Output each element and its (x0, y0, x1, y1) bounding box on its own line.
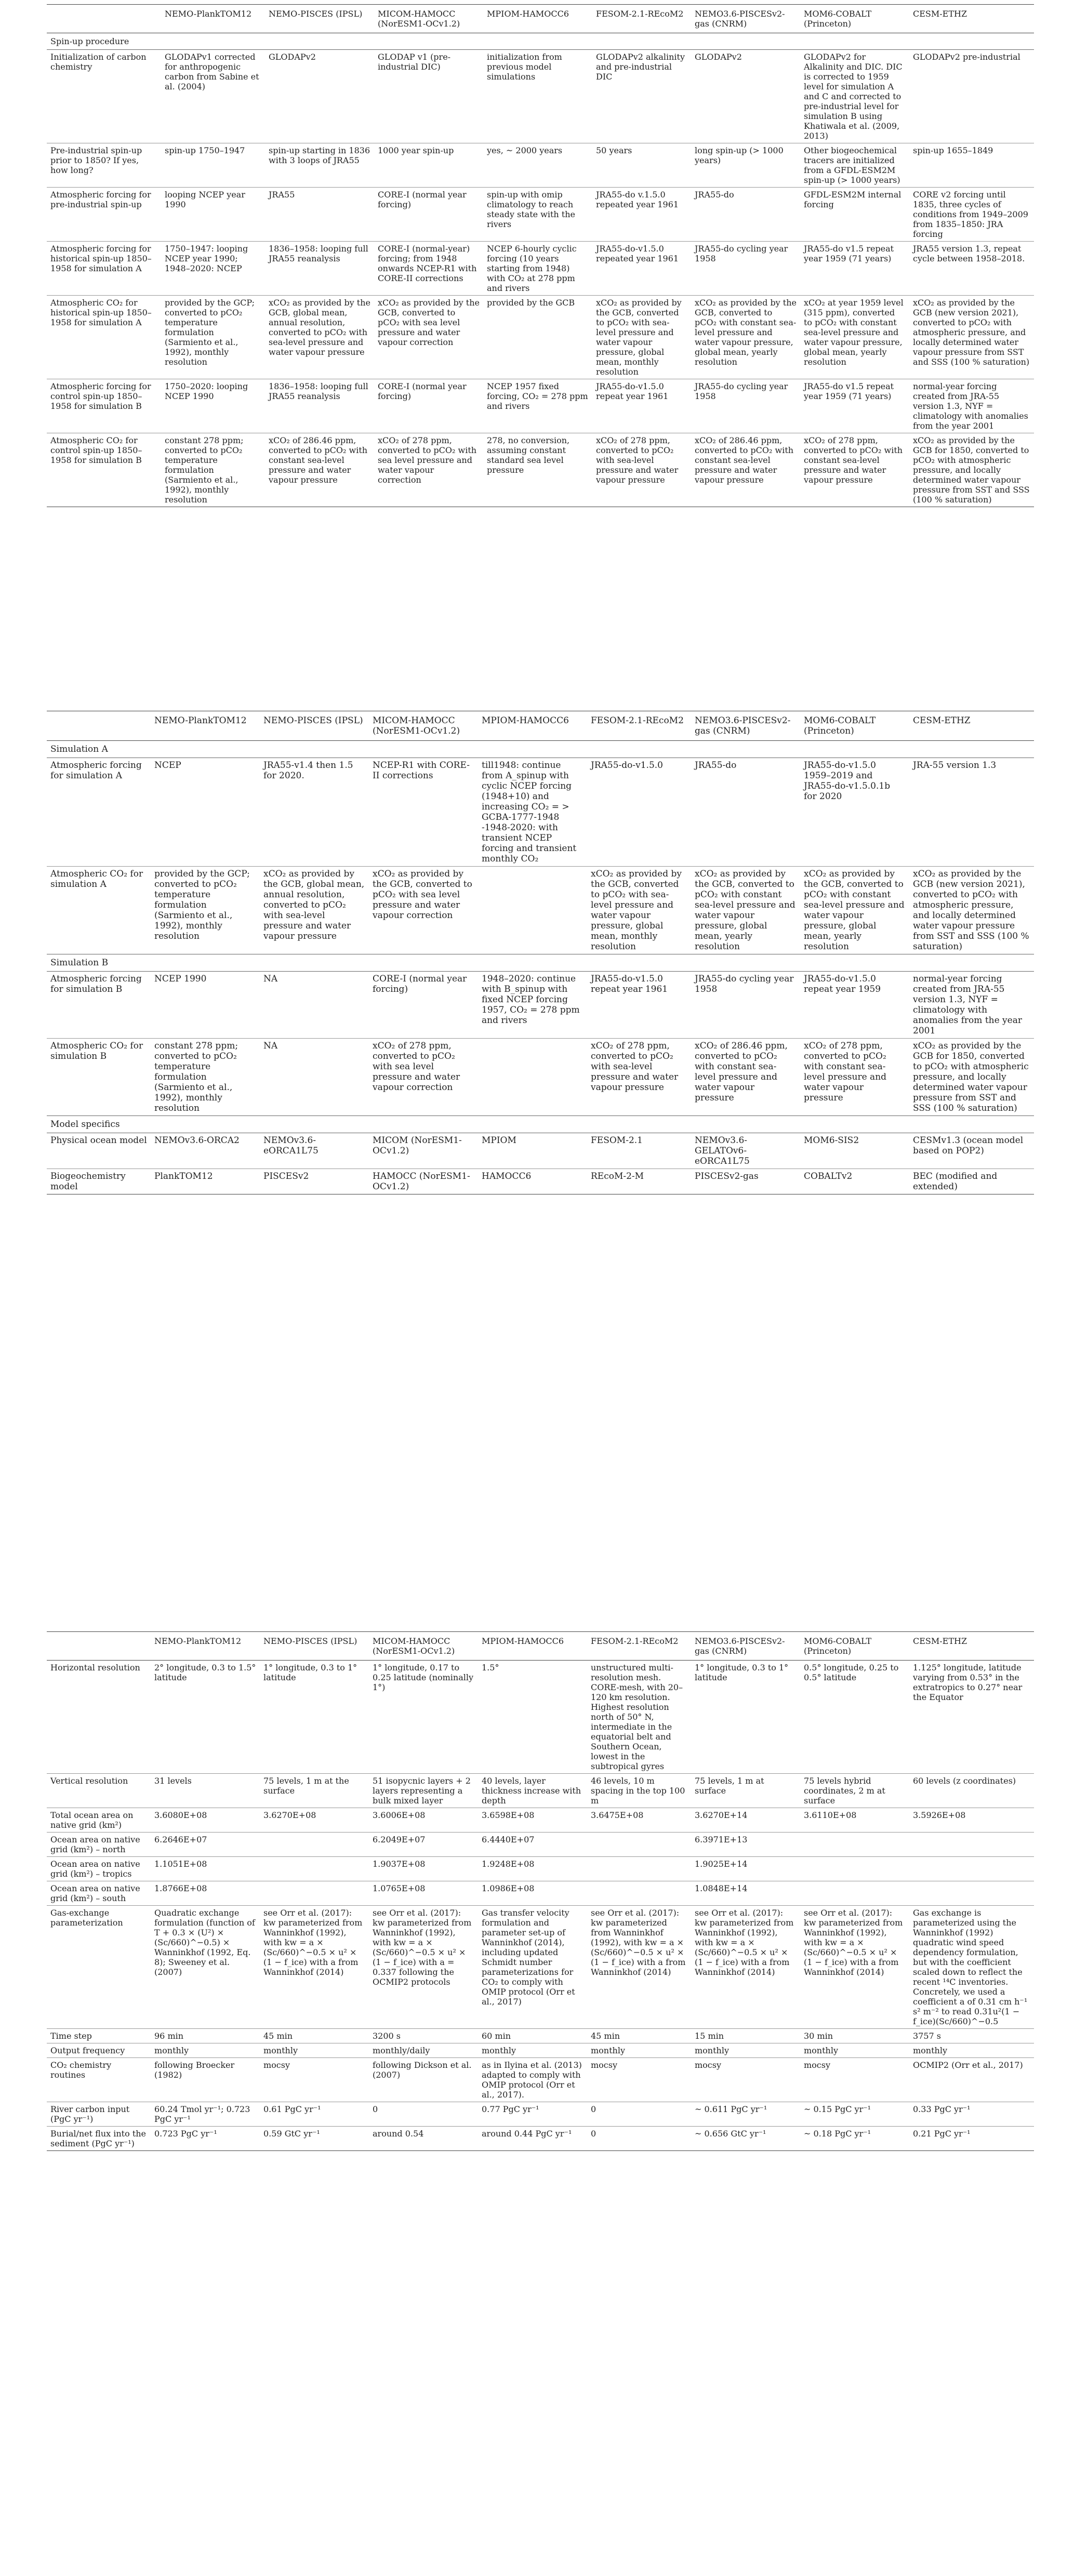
table-cell: xCO₂ as provided by the GCB, global mean, annual resolution, converted to pCO₂ with sea-level pressure and water vapour pressure (260, 867, 369, 954)
row-label: Gas-exchange parameterization (47, 1906, 151, 2029)
table-cell: MOM6-SIS2 (800, 1133, 909, 1169)
table-cell: NA (260, 1039, 369, 1116)
table-cell: JRA55-do cycling year 1958 (691, 379, 800, 433)
table-cell: xCO₂ as provided by the GCB for 1850, converted to pCO₂ with atmospheric pressure, and locally determined water vapour pressure from SST and SSS (100 % saturation) (909, 1039, 1034, 1116)
table-cell: 1.9037E+08 (369, 1857, 478, 1881)
table-row (47, 242, 1034, 296)
table-cell: monthly (587, 2043, 691, 2058)
header-model-4: FESOM-2.1-REcoM2 (587, 711, 691, 741)
header-model-2: MICOM-HAMOCC (NorESM1-OCv1.2) (369, 711, 478, 741)
table-cell: 3.6475E+08 (587, 1808, 691, 1833)
table-part-spinup (47, 4, 1034, 507)
table-cell: 1836–1958: looping full JRA55 reanalysis (265, 379, 374, 433)
row-label: Atmospheric CO₂ for simulation B (47, 1039, 151, 1116)
table-row (47, 1881, 1034, 1906)
table-cell: xCO₂ as provided by the GCB, converted to pCO₂ with constant sea-level pressure and water vapour pressure, global mean, yearly resolution (691, 867, 800, 954)
table-cell: provided by the GCP; converted to pCO₂ temperature formulation (Sarmiento et al., 1992), monthly resolution (151, 867, 260, 954)
table-cell (478, 1039, 587, 1116)
table-cell: 1° longitude, 0.3 to 1° latitude (691, 1661, 800, 1774)
table-cell: ~ 0.18 PgC yr⁻¹ (800, 2127, 909, 2151)
table-cell: xCO₂ of 278 ppm, converted to pCO₂ with sea level pressure and water vapour correction (374, 433, 483, 507)
table-cell: as in Ilyina et al. (2013) adapted to comply with OMIP protocol (Orr et al., 2017). (478, 2058, 587, 2102)
table-cell (909, 1857, 1034, 1881)
table-cell: monthly (800, 2043, 909, 2058)
row-label: Physical ocean model (47, 1133, 151, 1169)
table-cell: xCO₂ of 278 ppm, converted to pCO₂ with constant sea-level pressure and water vapour pressure (800, 433, 909, 507)
table-cell: 1.9025E+14 (691, 1857, 800, 1881)
table-cell: REcoM-2-M (587, 1169, 691, 1194)
row-label: Pre-industrial spin-up prior to 1850? If yes, how long? (47, 143, 161, 188)
row-label: Atmospheric CO₂ for simulation A (47, 867, 151, 954)
table-cell: monthly (691, 2043, 800, 2058)
table-part-simulations (47, 711, 1034, 1194)
table-cell: 3.5926E+08 (909, 1808, 1034, 1833)
table-row (47, 50, 1034, 143)
table-part-specifics (47, 1631, 1034, 2151)
table-cell: xCO₂ of 286.46 ppm, converted to pCO₂ with constant sea-level pressure and water vapour pressure (691, 433, 800, 507)
row-label: Atmospheric forcing for simulation A (47, 758, 151, 867)
table-cell: JRA55 version 1.3, repeat cycle between 1958–2018. (909, 242, 1034, 296)
table-row (47, 296, 1034, 379)
table-cell: 2° longitude, 0.3 to 1.5° latitude (151, 1661, 260, 1774)
table-cell: 60 min (478, 2029, 587, 2043)
header-model-0: NEMO-PlankTOM12 (151, 1632, 260, 1661)
table-cell: see Orr et al. (2017): kw parameterized from Wanninkhof (1992), with kw = a × (Sc/660)^−0.5 × u² × (1 − f_ice) with a from Wanninkhof (2014) (260, 1906, 369, 2029)
header-blank (47, 5, 161, 33)
table-cell: GFDL-ESM2M internal forcing (800, 188, 909, 242)
table-cell: 40 levels, layer thickness increase with depth (478, 1774, 587, 1808)
table-cell: JRA55-do-v1.5.0 repeat year 1959 (800, 972, 909, 1039)
table-row (47, 433, 1034, 507)
header-model-7: CESM-ETHZ (909, 5, 1034, 33)
data-table-simulations (47, 711, 1034, 1194)
table-cell: 3.6006E+08 (369, 1808, 478, 1833)
table-cell: PlankTOM12 (151, 1169, 260, 1194)
table-cell: see Orr et al. (2017): kw parameterized from Wanninkhof (1992), with kw = a × (Sc/660)^−0.5 × u² × (1 − f_ice) with a from Wanninkhof (2014) (691, 1906, 800, 2029)
table-cell: NCEP 1957 fixed forcing, CO₂ = 278 ppm and rivers (483, 379, 592, 433)
section-title: Simulation A (47, 741, 1034, 758)
table-cell: spin-up with omip climatology to reach steady state with the rivers (483, 188, 592, 242)
table-cell: PISCESv2-gas (691, 1169, 800, 1194)
header-model-3: MPIOM-HAMOCC6 (483, 5, 592, 33)
table-cell: 96 min (151, 2029, 260, 2043)
table-cell: CORE-I (normal-year) forcing; from 1948 onwards NCEP-R1 with CORE-II corrections (374, 242, 483, 296)
table-cell: GLODAPv2 alkalinity and pre-industrial DIC (592, 50, 691, 143)
table-cell: xCO₂ at year 1959 level (315 ppm), converted to pCO₂ with constant sea-level pressure and water vapour pressure, global mean, yearly resolution (800, 296, 909, 379)
table-cell (909, 1881, 1034, 1906)
table-cell: following Dickson et al. (2007) (369, 2058, 478, 2102)
table-cell: 1.1051E+08 (151, 1857, 260, 1881)
table-cell: JRA55 (265, 188, 374, 242)
table-cell: MICOM (NorESM1-OCv1.2) (369, 1133, 478, 1169)
table-cell: xCO₂ as provided by the GCB, converted to pCO₂ with sea level pressure and water vapour correction (369, 867, 478, 954)
table-cell: GLODAPv2 (265, 50, 374, 143)
table-cell: see Orr et al. (2017): kw parameterized from Wanninkhof (1992), with kw = a × (Sc/660)^−0.5 × u² × (1 − f_ice) with a = 0.337 following the OCMIP2 protocols (369, 1906, 478, 2029)
header-row (47, 5, 1034, 33)
data-table-spinup (47, 4, 1034, 507)
table-row (47, 2127, 1034, 2151)
table-cell: Quadratic exchange formulation (function of T + 0.3 × (U²) × (Sc/660)^−0.5) × Wanninkhof (1992, Eq. 8); Sweeney et al. (2007) (151, 1906, 260, 2029)
table-cell: 45 min (587, 2029, 691, 2043)
table-cell: Gas exchange is parameterized using the Wanninkhof (1992) quadratic wind speed dependency formulation, but with the coefficient scaled down to reflect the recent ¹⁴C inventories. Concretely, we used a coefficient a of 0.31 cm h⁻¹ s² m⁻² to read 0.31u²(1 − f_ice)(Sc/660)^−0.5 (909, 1906, 1034, 2029)
table-cell: CORE-I (normal year forcing) (374, 379, 483, 433)
table-cell: 1.5° (478, 1661, 587, 1774)
header-model-3: MPIOM-HAMOCC6 (478, 711, 587, 741)
section-row (47, 954, 1034, 972)
table-cell: 0.61 PgC yr⁻¹ (260, 2102, 369, 2127)
row-label: Vertical resolution (47, 1774, 151, 1808)
table-row (47, 1857, 1034, 1881)
table-cell: monthly (478, 2043, 587, 2058)
table-cell: 3200 s (369, 2029, 478, 2043)
table-cell: provided by the GCB (483, 296, 592, 379)
section-row (47, 1116, 1034, 1133)
header-model-1: NEMO-PISCES (IPSL) (265, 5, 374, 33)
table-cell: 1.8766E+08 (151, 1881, 260, 1906)
table-row (47, 1808, 1034, 1833)
table-row (47, 143, 1034, 188)
table-cell: mocsy (691, 2058, 800, 2102)
header-blank (47, 711, 151, 741)
table-cell: 1° longitude, 0.17 to 0.25 latitude (nominally 1°) (369, 1661, 478, 1774)
header-model-4: FESOM-2.1-REcoM2 (587, 1632, 691, 1661)
table-cell: monthly (260, 2043, 369, 2058)
row-label: Atmospheric forcing for simulation B (47, 972, 151, 1039)
table-row (47, 1906, 1034, 2029)
table-cell: NCEP 6-hourly cyclic forcing (10 years starting from 1948) with CO₂ at 278 ppm and rivers (483, 242, 592, 296)
table-cell: JRA55-do-v1.5.0 repeat year 1961 (592, 379, 691, 433)
table-cell: 60 levels (z coordinates) (909, 1774, 1034, 1808)
table-cell: HAMOCC6 (478, 1169, 587, 1194)
table-cell: 30 min (800, 2029, 909, 2043)
table-cell: OCMIP2 (Orr et al., 2017) (909, 2058, 1034, 2102)
row-label: Burial/net flux into the sediment (PgC yr⁻¹) (47, 2127, 151, 2151)
table-cell: 75 levels hybrid coordinates, 2 m at surface (800, 1774, 909, 1808)
table-cell: 51 isopycnic layers + 2 layers representing a bulk mixed layer (369, 1774, 478, 1808)
table-cell: CESMv1.3 (ocean model based on POP2) (909, 1133, 1034, 1169)
section-title: Simulation B (47, 954, 1034, 972)
table-cell: 3.6598E+08 (478, 1808, 587, 1833)
table-row (47, 2058, 1034, 2102)
table-cell: 0 (587, 2102, 691, 2127)
header-model-5: NEMO3.6-PISCESv2-gas (CNRM) (691, 1632, 800, 1661)
table-cell: 46 levels, 10 m spacing in the top 100 m (587, 1774, 691, 1808)
table-cell: NCEP (151, 758, 260, 867)
table-cell: HAMOCC (NorESM1-OCv1.2) (369, 1169, 478, 1194)
header-model-1: NEMO-PISCES (IPSL) (260, 1632, 369, 1661)
table-cell: ~ 0.611 PgC yr⁻¹ (691, 2102, 800, 2127)
table-cell: till1948: continue from A_spinup with cyclic NCEP forcing (1948+10) and increasing CO₂ = > GCBA-1777-1948 -1948-2020: with transient NCEP forcing and transient monthly CO₂ (478, 758, 587, 867)
table-cell: NCEP-R1 with CORE-II corrections (369, 758, 478, 867)
table-cell: 3757 s (909, 2029, 1034, 2043)
table-cell: 75 levels, 1 m at surface (691, 1774, 800, 1808)
table-cell: ~ 0.15 PgC yr⁻¹ (800, 2102, 909, 2127)
header-model-3: MPIOM-HAMOCC6 (478, 1632, 587, 1661)
table-row (47, 972, 1034, 1039)
table-cell: monthly/daily (369, 2043, 478, 2058)
table-cell: spin-up 1750–1947 (161, 143, 265, 188)
table-cell: 3.6080E+08 (151, 1808, 260, 1833)
table-cell: JRA55-v1.4 then 1.5 for 2020. (260, 758, 369, 867)
table-cell: GLODAPv1 corrected for anthropogenic carbon from Sabine et al. (2004) (161, 50, 265, 143)
row-label: Horizontal resolution (47, 1661, 151, 1774)
table-cell: JRA55-do (691, 758, 800, 867)
table-cell: JRA55-do-v1.5.0 1959–2019 and JRA55-do-v1.5.0.1b for 2020 (800, 758, 909, 867)
row-label: Ocean area on native grid (km²) – north (47, 1833, 151, 1857)
header-model-1: NEMO-PISCES (IPSL) (260, 711, 369, 741)
row-label: Output frequency (47, 2043, 151, 2058)
table-cell: 1.9248E+08 (478, 1857, 587, 1881)
table-cell: around 0.54 (369, 2127, 478, 2151)
table-cell: JRA55-do-v1.5.0 repeat year 1961 (587, 972, 691, 1039)
header-model-4: FESOM-2.1-REcoM2 (592, 5, 691, 33)
table-cell: Gas transfer velocity formulation and parameter set-up of Wanninkhof (2014), including updated Schmidt number parameterizations for CO₂ to comply with OMIP protocol (Orr et al., 2017) (478, 1906, 587, 2029)
table-cell: 0.21 PgC yr⁻¹ (909, 2127, 1034, 2151)
table-cell: CORE-I (normal year forcing) (369, 972, 478, 1039)
table-cell: 15 min (691, 2029, 800, 2043)
table-cell: xCO₂ as provided by the GCB, converted to pCO₂ with constant sea-level pressure and water vapour pressure, global mean, yearly resolution (800, 867, 909, 954)
row-label: Initialization of carbon chemistry (47, 50, 161, 143)
table-cell: spin-up 1655–1849 (909, 143, 1034, 188)
table-cell: constant 278 ppm; converted to pCO₂ temperature formulation (Sarmiento et al., 1992), monthly resolution (151, 1039, 260, 1116)
row-label: Atmospheric CO₂ for control spin-up 1850–1958 for simulation B (47, 433, 161, 507)
section-row (47, 33, 1034, 50)
table-cell: 75 levels, 1 m at the surface (260, 1774, 369, 1808)
table-cell: JRA55-do (691, 188, 800, 242)
header-row (47, 1632, 1034, 1661)
table-cell: 1948–2020: continue with B_spinup with fixed NCEP forcing 1957, CO₂ = 278 ppm and rivers (478, 972, 587, 1039)
table-cell: 6.2646E+07 (151, 1833, 260, 1857)
row-label: Atmospheric forcing for control spin-up 1850–1958 for simulation B (47, 379, 161, 433)
table-cell: see Orr et al. (2017): kw parameterized from Wanninkhof (1992), with kw = a × (Sc/660)^−0.5 × u² × (1 − f_ice) with a from Wanninkhof (2014) (587, 1906, 691, 2029)
row-label: Time step (47, 2029, 151, 2043)
header-model-6: MOM6-COBALT (Princeton) (800, 711, 909, 741)
table-cell: xCO₂ of 286.46 ppm, converted to pCO₂ with constant sea-level pressure and water vapour pressure (691, 1039, 800, 1116)
table-cell: 6.4440E+07 (478, 1833, 587, 1857)
table-cell: 0 (369, 2102, 478, 2127)
table-cell: 278, no conversion, assuming constant standard sea level pressure (483, 433, 592, 507)
table-cell: xCO₂ as provided by the GCB for 1850, converted to pCO₂ with atmospheric pressure, and locally determined water vapour pressure from SST and SSS (100 % saturation) (909, 433, 1034, 507)
table-cell: yes, ~ 2000 years (483, 143, 592, 188)
table-cell: 3.6110E+08 (800, 1808, 909, 1833)
row-label: Ocean area on native grid (km²) – south (47, 1881, 151, 1906)
header-model-6: MOM6-COBALT (Princeton) (800, 1632, 909, 1661)
table-row (47, 1833, 1034, 1857)
table-cell: JRA55-do cycling year 1958 (691, 972, 800, 1039)
table-cell: constant 278 ppm; converted to pCO₂ temperature formulation (Sarmiento et al., 1992), monthly resolution (161, 433, 265, 507)
header-model-0: NEMO-PlankTOM12 (151, 711, 260, 741)
table-cell: 3.6270E+14 (691, 1808, 800, 1833)
table-cell: JRA55-do-v1.5.0 repeated year 1961 (592, 242, 691, 296)
table-cell: xCO₂ of 278 ppm, converted to pCO₂ with constant sea-level pressure and water vapour pressure (800, 1039, 909, 1116)
table-cell: xCO₂ as provided by the GCB, converted to pCO₂ with sea-level pressure and water vapour pressure, global mean, monthly resolution (592, 296, 691, 379)
table-cell (909, 1833, 1034, 1857)
table-cell: xCO₂ as provided by the GCB, converted to pCO₂ with constant sea-level pressure and water vapour pressure, global mean, yearly resolution (691, 296, 800, 379)
table-cell (260, 1857, 369, 1881)
table-cell: NEMOv3.6-eORCA1L75 (260, 1133, 369, 1169)
data-table-specifics (47, 1631, 1034, 2151)
table-cell: 0.77 PgC yr⁻¹ (478, 2102, 587, 2127)
table-cell: JRA55-do v1.5 repeat year 1959 (71 years) (800, 242, 909, 296)
table-cell (478, 867, 587, 954)
header-model-2: MICOM-HAMOCC (NorESM1-OCv1.2) (374, 5, 483, 33)
row-label: Biogeochemistry model (47, 1169, 151, 1194)
table-cell: xCO₂ as provided by the GCB, converted to pCO₂ with sea-level pressure and water vapour pressure, global mean, monthly resolution (587, 867, 691, 954)
table-cell: JRA-55 version 1.3 (909, 758, 1034, 867)
table-cell: mocsy (800, 2058, 909, 2102)
table-cell: xCO₂ as provided by the GCB (new version 2021), converted to pCO₂ with atmospheric pressure, and locally determined water vapour pressure from SST and SSS (100 % saturation) (909, 867, 1034, 954)
table-cell (800, 1857, 909, 1881)
table-cell: NA (260, 972, 369, 1039)
table-row (47, 1133, 1034, 1169)
table-cell: CORE v2 forcing until 1835, three cycles of conditions from 1949–2009 from 1835–1850: JRA forcing (909, 188, 1034, 242)
table-cell: xCO₂ of 278 ppm, converted to pCO₂ with sea-level pressure and water vapour pressure (587, 1039, 691, 1116)
table-cell: GLODAP v1 (pre-industrial DIC) (374, 50, 483, 143)
table-row (47, 2102, 1034, 2127)
header-model-5: NEMO3.6-PISCESv2-gas (CNRM) (691, 711, 800, 741)
table-cell: 0.723 PgC yr⁻¹ (151, 2127, 260, 2151)
table-cell: GLODAPv2 (691, 50, 800, 143)
row-label: Atmospheric forcing for historical spin-up 1850–1958 for simulation A (47, 242, 161, 296)
table-cell: BEC (modified and extended) (909, 1169, 1034, 1194)
header-model-7: CESM-ETHZ (909, 1632, 1034, 1661)
header-model-6: MOM6-COBALT (Princeton) (800, 5, 909, 33)
table-cell: 1750–1947: looping NCEP year 1990; 1948–2020: NCEP (161, 242, 265, 296)
table-cell: 0.59 GtC yr⁻¹ (260, 2127, 369, 2151)
table-cell: spin-up starting in 1836 with 3 loops of JRA55 (265, 143, 374, 188)
table-cell: 1836–1958: looping full JRA55 reanalysis (265, 242, 374, 296)
table-cell: 0.33 PgC yr⁻¹ (909, 2102, 1034, 2127)
table-cell: NEMOv3.6-GELATOv6-eORCA1L75 (691, 1133, 800, 1169)
section-title: Spin-up procedure (47, 33, 1034, 50)
table-cell: normal-year forcing created from JRA-55 version 1.3, NYF = climatology with anomalies from the year 2001 (909, 972, 1034, 1039)
table-cell: 1.125° longitude, latitude varying from 0.53° in the extratropics to 0.27° near the Equator (909, 1661, 1034, 1774)
table-cell: 1° longitude, 0.3 to 1° latitude (260, 1661, 369, 1774)
table-cell: provided by the GCP; converted to pCO₂ temperature formulation (Sarmiento et al., 1992), monthly resolution (161, 296, 265, 379)
table-cell: FESOM-2.1 (587, 1133, 691, 1169)
table-cell: Other biogeochemical tracers are initialized from a GFDL-ESM2M spin-up (> 1000 years) (800, 143, 909, 188)
row-label: Ocean area on native grid (km²) – tropics (47, 1857, 151, 1881)
header-row (47, 711, 1034, 741)
table-cell: xCO₂ as provided by the GCB (new version 2021), converted to pCO₂ with atmospheric pressure, and locally determined water vapour pressure from SST and SSS (100 % saturation) (909, 296, 1034, 379)
table-cell (260, 1881, 369, 1906)
table-cell: initialization from previous model simulations (483, 50, 592, 143)
table-cell: xCO₂ of 278 ppm, converted to pCO₂ with sea-level pressure and water vapour pressure (592, 433, 691, 507)
table-cell (587, 1833, 691, 1857)
table-cell: COBALTv2 (800, 1169, 909, 1194)
table-cell: 3.6270E+08 (260, 1808, 369, 1833)
header-model-5: NEMO3.6-PISCESv2-gas (CNRM) (691, 5, 800, 33)
table-cell: 1.0986E+08 (478, 1881, 587, 1906)
table-row (47, 2043, 1034, 2058)
table-cell: see Orr et al. (2017): kw parameterized from Wanninkhof (1992), with kw = a × (Sc/660)^−0.5 × u² × (1 − f_ice) with a from Wanninkhof (2014) (800, 1906, 909, 2029)
table-cell: JRA55-do v.1.5.0 repeated year 1961 (592, 188, 691, 242)
table-cell: xCO₂ of 278 ppm, converted to pCO₂ with sea level pressure and water vapour correction (369, 1039, 478, 1116)
table-cell: 1750–2020: looping NCEP 1990 (161, 379, 265, 433)
row-label: Atmospheric CO₂ for historical spin-up 1850–1958 for simulation A (47, 296, 161, 379)
table-cell: xCO₂ as provided by the GCB, global mean, annual resolution, converted to pCO₂ with sea-level pressure and water vapour pressure (265, 296, 374, 379)
table-cell: xCO₂ as provided by the GCB, converted to pCO₂ with sea level pressure and water vapour correction (374, 296, 483, 379)
row-label: Atmospheric forcing for pre-industrial spin-up (47, 188, 161, 242)
header-model-0: NEMO-PlankTOM12 (161, 5, 265, 33)
table-row (47, 1661, 1034, 1774)
table-cell: JRA55-do v1.5 repeat year 1959 (71 years) (800, 379, 909, 433)
table-cell: long spin-up (> 1000 years) (691, 143, 800, 188)
table-cell: mocsy (260, 2058, 369, 2102)
row-label: River carbon input (PgC yr⁻¹) (47, 2102, 151, 2127)
table-cell: PISCESv2 (260, 1169, 369, 1194)
table-cell: 50 years (592, 143, 691, 188)
table-row (47, 758, 1034, 867)
table-cell: CORE-I (normal year forcing) (374, 188, 483, 242)
table-cell: 45 min (260, 2029, 369, 2043)
table-cell: 60.24 Tmol yr⁻¹; 0.723 PgC yr⁻¹ (151, 2102, 260, 2127)
table-cell: NEMOv3.6-ORCA2 (151, 1133, 260, 1169)
table-cell: 1.0848E+14 (691, 1881, 800, 1906)
table-row (47, 1169, 1034, 1194)
table-row (47, 867, 1034, 954)
header-blank (47, 1632, 151, 1661)
table-cell (587, 1857, 691, 1881)
table-cell (800, 1881, 909, 1906)
table-row (47, 379, 1034, 433)
table-row (47, 2029, 1034, 2043)
header-model-7: CESM-ETHZ (909, 711, 1034, 741)
table-cell: monthly (909, 2043, 1034, 2058)
section-row (47, 741, 1034, 758)
table-cell: GLODAPv2 for Alkalinity and DIC. DIC is corrected to 1959 level for simulation A and C and corrected to pre-industrial level for simulation B using Khatiwala et al. (2009, 2013) (800, 50, 909, 143)
row-label: Total ocean area on native grid (km²) (47, 1808, 151, 1833)
table-cell: 0.5° longitude, 0.25 to 0.5° latitude (800, 1661, 909, 1774)
table-cell: xCO₂ of 286.46 ppm, converted to pCO₂ with constant sea-level pressure and water vapour pressure (265, 433, 374, 507)
table-cell: looping NCEP year 1990 (161, 188, 265, 242)
table-cell: JRA55-do cycling year 1958 (691, 242, 800, 296)
table-cell: following Broecker (1982) (151, 2058, 260, 2102)
row-label: CO₂ chemistry routines (47, 2058, 151, 2102)
header-model-2: MICOM-HAMOCC (NorESM1-OCv1.2) (369, 1632, 478, 1661)
table-cell (800, 1833, 909, 1857)
table-cell: 1.0765E+08 (369, 1881, 478, 1906)
table-cell: around 0.44 PgC yr⁻¹ (478, 2127, 587, 2151)
table-cell: 1000 year spin-up (374, 143, 483, 188)
table-cell: normal-year forcing created from JRA-55 version 1.3, NYF = climatology with anomalies from the year 2001 (909, 379, 1034, 433)
table-cell: ~ 0.656 GtC yr⁻¹ (691, 2127, 800, 2151)
table-cell: 31 levels (151, 1774, 260, 1808)
table-cell: NCEP 1990 (151, 972, 260, 1039)
table-cell: unstructured multi-resolution mesh. CORE-mesh, with 20–120 km resolution. Highest resolution north of 50° N, intermediate in the equatorial belt and Southern Ocean, lowest in the subtropical gyres (587, 1661, 691, 1774)
table-cell: MPIOM (478, 1133, 587, 1169)
table-row (47, 188, 1034, 242)
table-cell: GLODAPv2 pre-industrial (909, 50, 1034, 143)
table-cell (260, 1833, 369, 1857)
table-row (47, 1774, 1034, 1808)
table-cell: JRA55-do-v1.5.0 (587, 758, 691, 867)
table-cell (587, 1881, 691, 1906)
section-title: Model specifics (47, 1116, 1034, 1133)
table-cell: 6.3971E+13 (691, 1833, 800, 1857)
table-cell: 0 (587, 2127, 691, 2151)
table-cell: 6.2049E+07 (369, 1833, 478, 1857)
table-row (47, 1039, 1034, 1116)
table-cell: monthly (151, 2043, 260, 2058)
table-cell: mocsy (587, 2058, 691, 2102)
